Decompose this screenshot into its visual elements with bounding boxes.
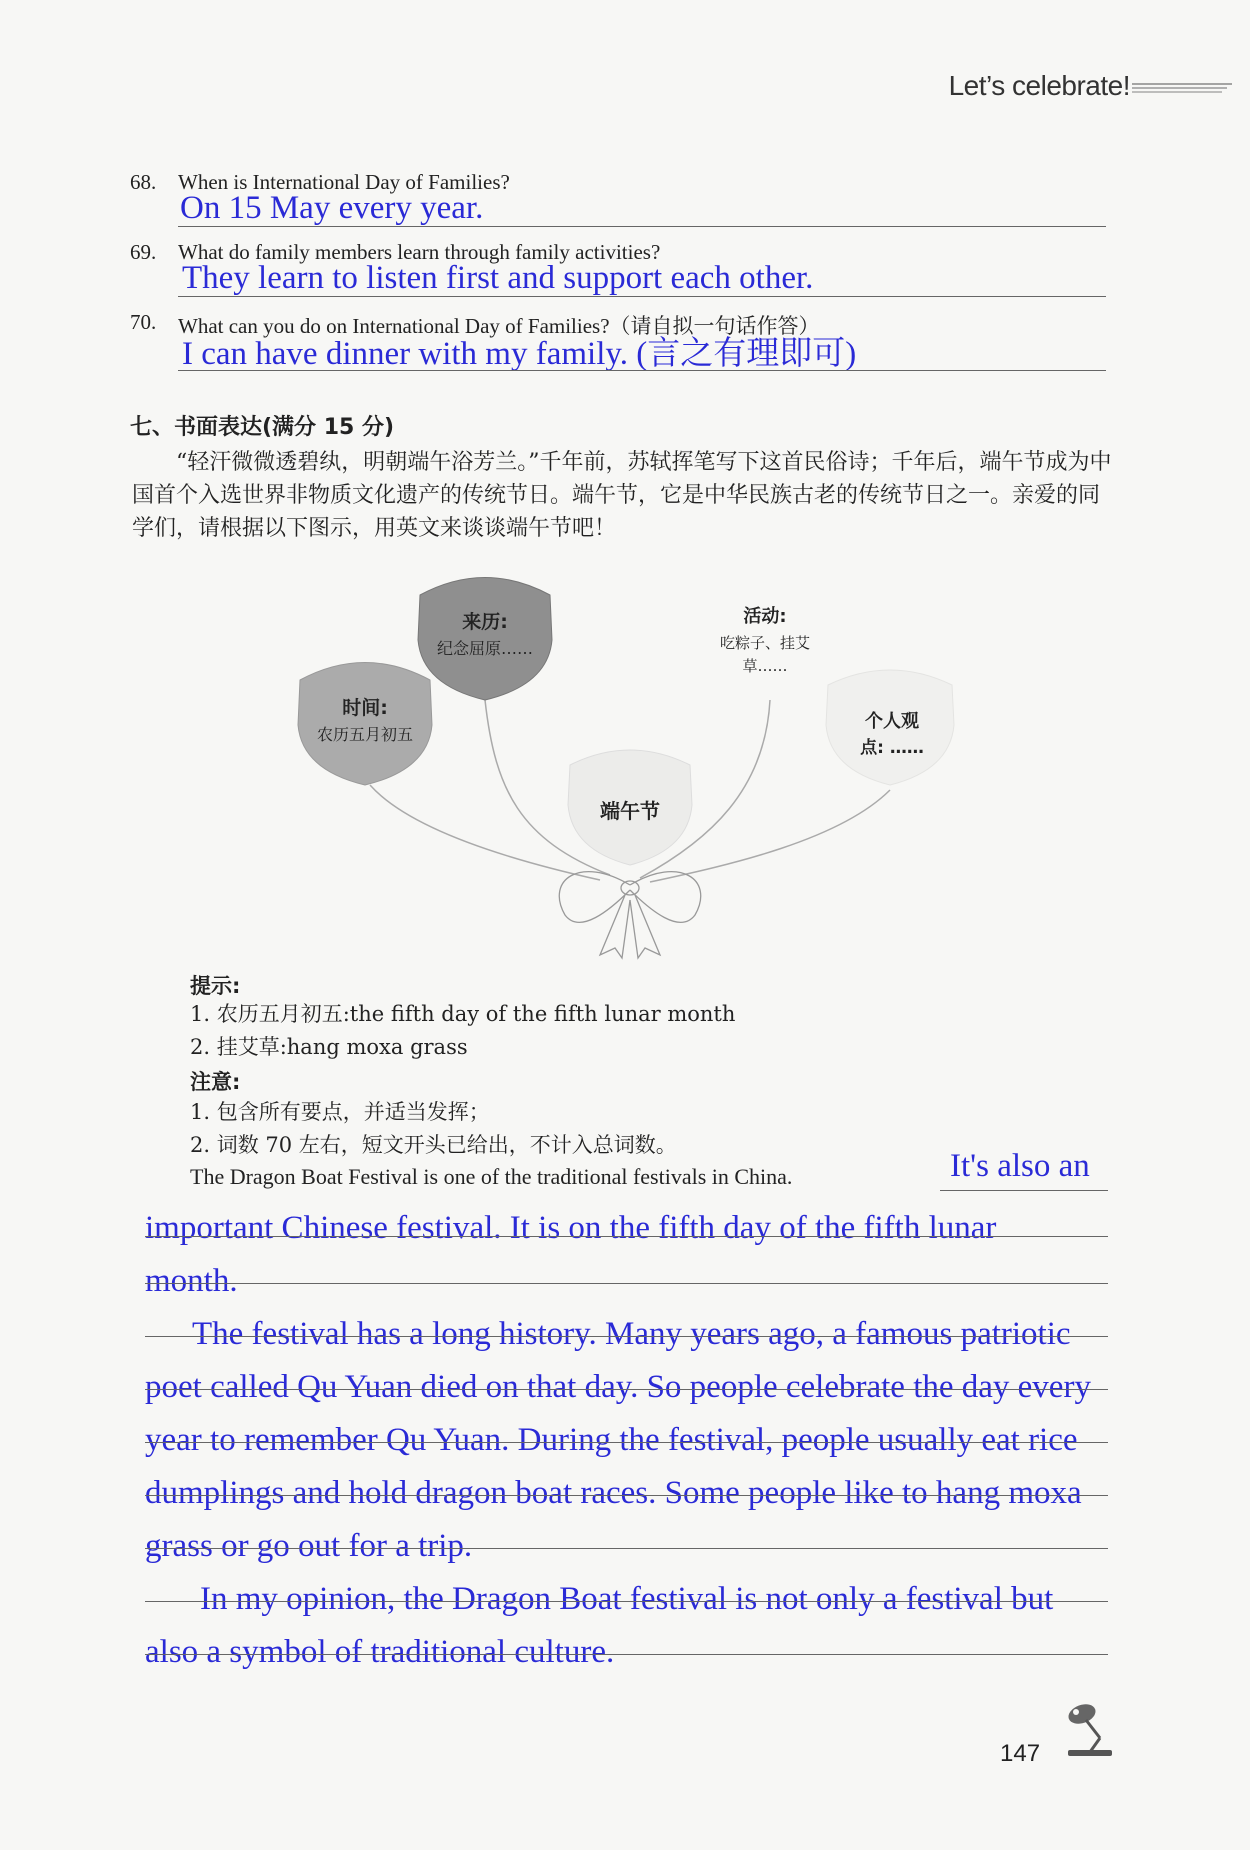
opinion-label: 个人观 [865,711,919,732]
header-decoration [1132,82,1232,96]
essay-line: month. [145,1263,238,1299]
essay-line: In my opinion, the Dragon Boat festival is not only a festival but [200,1581,1054,1617]
answer-line [178,226,1106,227]
desk-lamp-icon [1060,1700,1116,1760]
bow-icon [559,872,700,958]
question-text: When is International Day of Families? [178,170,510,194]
tip-item: 2. 挂艾草:hang moxa grass [190,1035,468,1059]
activities-detail: 吃粽子、挂艾 [719,634,811,652]
essay-line: year to remember Qu Yuan. During the festival, people usually eat rice [145,1422,1078,1458]
activities-label: 活动: [743,606,787,627]
answer-line [178,370,1106,371]
header-title: Let’s celebrate! [948,70,1130,101]
essay-line: The festival has a long history. Many years ago, a famous patriotic [192,1316,1071,1352]
answer-text: They learn to listen first and support each other. [182,260,814,296]
essay-line: grass or go out for a trip. [145,1528,473,1564]
writing-line [145,1236,1108,1237]
time-detail: 农历五月初五 [316,725,414,744]
writing-line [145,1495,1108,1496]
section-intro: “轻汗微微透碧纨，明朝端午浴芳兰。”千年前，苏轼挥笔写下这首民俗诗；千年后，端午节成为中国首个入选世界非物质文化遗产的传统节日。端午节，它是中华民族古老的传统节日之一。亲爱的同学们，请根据以下图示，用英文来谈谈端午节吧！ [132,450,1112,541]
writing-line [145,1601,1108,1602]
essay-line: dumplings and hold dragon boat races. Some people like to hang moxa [145,1475,1082,1511]
dragon-boat-diagram [280,560,960,960]
question-text: What do family members learn through family activities? [178,240,661,264]
writing-line [940,1190,1108,1191]
activities-detail: 草…… [742,657,788,675]
opinion-label: 点: …… [860,738,924,758]
tip-item: 1. 农历五月初五:the fifth day of the fifth lunar month [190,1002,736,1026]
writing-line [145,1283,1108,1284]
answer-line [178,296,1106,297]
note-item: 2. 词数 70 左右，短文开头已给出，不计入总词数。 [190,1133,677,1157]
essay-line: It's also an [950,1148,1090,1184]
page-number: 147 [1000,1740,1041,1767]
origin-label: 来历: [462,611,508,633]
tips-heading: 提示: [190,974,241,998]
notes-heading: 注意: [190,1070,241,1094]
question-number: 69. [130,240,157,264]
center-label: 端午节 [600,799,660,823]
question-number: 68. [130,170,157,194]
essay-line: also a symbol of traditional culture. [145,1634,615,1670]
writing-line [145,1654,1108,1655]
writing-line [145,1548,1108,1549]
writing-line [145,1442,1108,1443]
time-label: 时间: [342,697,388,719]
essay-line: poet called Qu Yuan died on that day. So people celebrate the day every [145,1369,1091,1405]
answer-text: I can have dinner with my family. (言之有理即可) [182,336,857,372]
question-text: What can you do on International Day of Families?（请自拟一句话作答） [178,314,820,338]
writing-line [145,1336,1108,1337]
section-title: 七、书面表达(满分 15 分) [130,415,395,440]
note-item: 1. 包含所有要点，并适当发挥； [190,1100,490,1124]
time-balloon [298,663,432,786]
question-number: 70. [130,310,157,334]
writing-line [145,1389,1108,1390]
essay-opening: The Dragon Boat Festival is one of the traditional festivals in China. [190,1164,793,1189]
essay-line: important Chinese festival. It is on the fifth day of the fifth lunar [145,1210,997,1246]
origin-detail: 纪念屈原…… [436,639,534,658]
answer-text: On 15 May every year. [180,190,484,226]
